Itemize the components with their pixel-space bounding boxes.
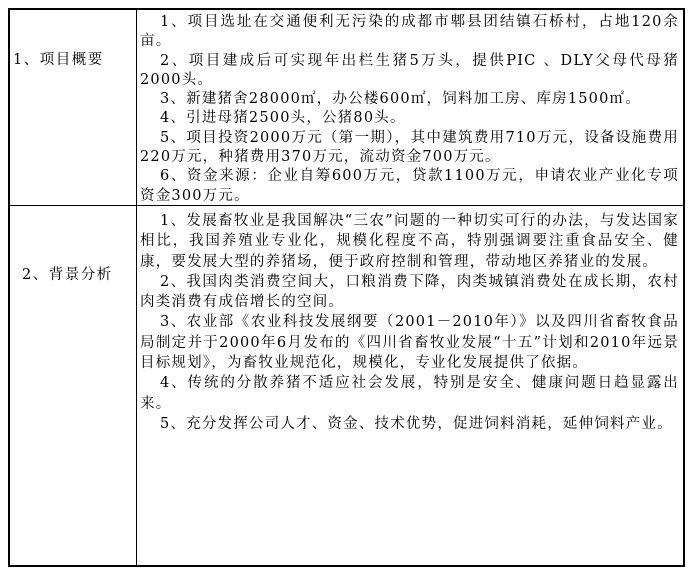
overview-item-site: 1、项目选址在交通便利无污染的成都市郫县团结镇石桥村，占地120余亩。 — [140, 14, 679, 50]
content-cell-project-overview — [137, 10, 683, 206]
background-item-advantage: 5、充分发挥公司人才、资金、技术优势，促进饲料消耗，延伸饲料产业。 — [160, 415, 673, 432]
background-item-consumption: 2、我国肉类消费空间大，口粮消费下降，肉类城镇消费处在成长期，农村肉类消费有成倍增长的空间。 — [140, 273, 679, 311]
background-item-industry: 1、发展畜牧业是我国解决“三农”问题的一种切实可行的办法，与发达国家相比，我国养殖业专业化，规模化程度不高，特别强调要注重食品安全、健康，要发展大型的养猪场，便于政府控制和管理，带动地区养猪业的发展。 — [140, 213, 679, 270]
content-cell-background-analysis — [137, 206, 683, 565]
row-header-cell-project-overview — [10, 10, 137, 206]
project-summary-table — [8, 8, 685, 567]
background-item-traditional: 4、传统的分散养猪不适应社会发展，特别是安全、健康问题日趋显露出来。 — [140, 375, 679, 412]
row-label-background-analysis: 2、背景分析 — [22, 267, 113, 283]
row-header-cell-background-analysis — [10, 206, 137, 565]
overview-item-investment: 5、项目投资2000万元（第一期），其中建筑费用710万元，设备设施费用220万元，种猪费用370万元，流动资金700万元。 — [140, 129, 679, 166]
overview-item-livestock: 4、引进母猪2500头，公猪80头。 — [160, 110, 406, 127]
row-label-project-overview: 1、项目概要 — [13, 52, 104, 68]
overview-item-construction: 3、新建猪舍28000㎡，办公楼600㎡，饲料加工房、库房1500㎡。 — [160, 91, 641, 108]
background-item-policy: 3、农业部《农业科技发展纲要（2001－2010年）》以及四川省畜牧食品局制定并于2000年6月发布的《四川省畜牧业发展“十五”计划和2010年远景目标规划》，为畜牧业规范化，规模化，专业化发展提供了依据。 — [140, 314, 679, 372]
overview-item-output: 2、项目建成后可实现年出栏生猪5万头，提供PIC 、DLY父母代母猪2000头。 — [140, 52, 679, 88]
overview-item-funding: 6、资金来源：企业自筹600万元，贷款1100万元，申请农业产业化专项资金300万元。 — [140, 168, 679, 204]
